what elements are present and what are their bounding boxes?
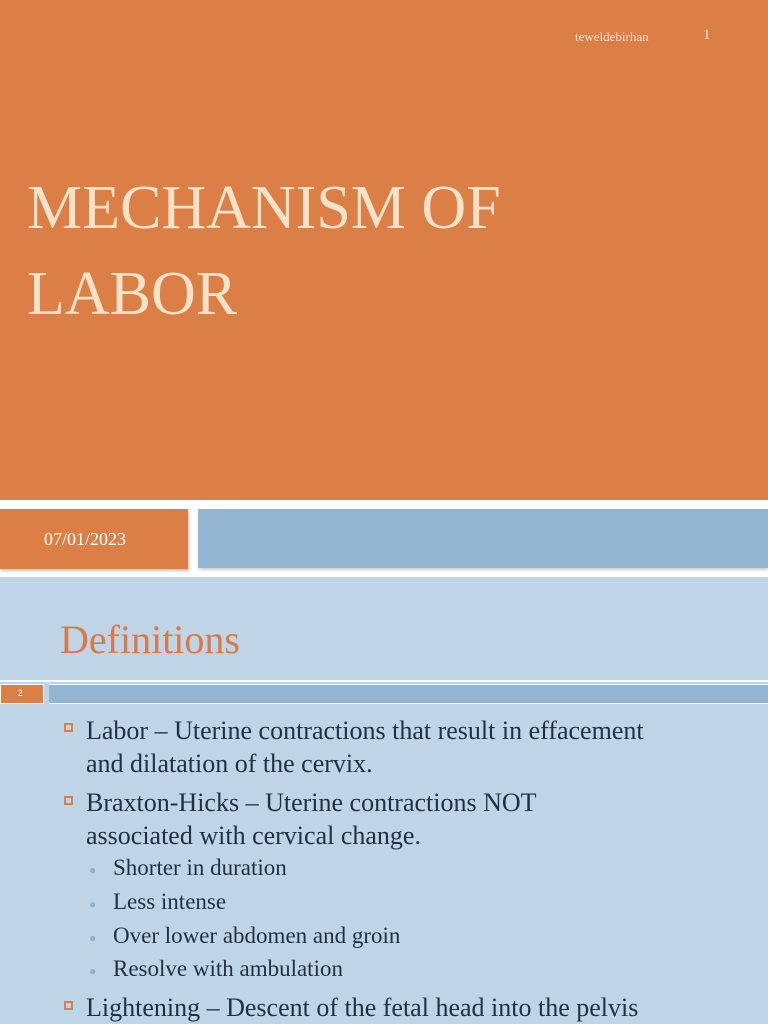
header-bar [49,684,768,704]
sub-bullet: Resolve with ambulation [113,956,343,981]
page-number: 1 [703,27,711,43]
separator-line [0,680,768,682]
slide-title [27,165,727,337]
dot-icon: ● [89,964,97,978]
sub-bullet: Shorter in duration [113,855,287,880]
bullet-labor [86,714,756,780]
dot-icon: ● [89,897,97,911]
hollow-square-icon [64,1001,73,1010]
title-line-1: MECHANISM OF [27,174,501,242]
hollow-square-icon [64,723,73,732]
slide-number: 2 [18,688,23,698]
bullet-line: Lightening – Descent of the fetal head into the pelvis [86,993,639,1022]
bullet-braxton-hicks [86,786,756,852]
definitions-title: Definitions [60,617,240,662]
bullet-line: associated with cervical change. [86,821,421,850]
author-label: teweldebirhan [575,29,649,44]
title-line-2: LABOR [27,260,238,328]
sub-bullet: Less intense [113,889,227,914]
bullet-line: Labor – Uterine contractions that result in effacement [86,716,644,745]
bullet-line: and dilatation of the cervix. [86,749,373,778]
hollow-square-icon [64,796,73,805]
dot-icon: ● [89,931,97,945]
bullet-lightening [86,991,756,1024]
sub-bullet: Over lower abdomen and groin [113,923,401,948]
date-label: 07/01/2023 [44,529,127,549]
bullet-line: Braxton-Hicks – Uterine contractions NOT [86,788,537,817]
footer-bar [198,509,768,568]
dot-icon: ● [89,863,97,877]
